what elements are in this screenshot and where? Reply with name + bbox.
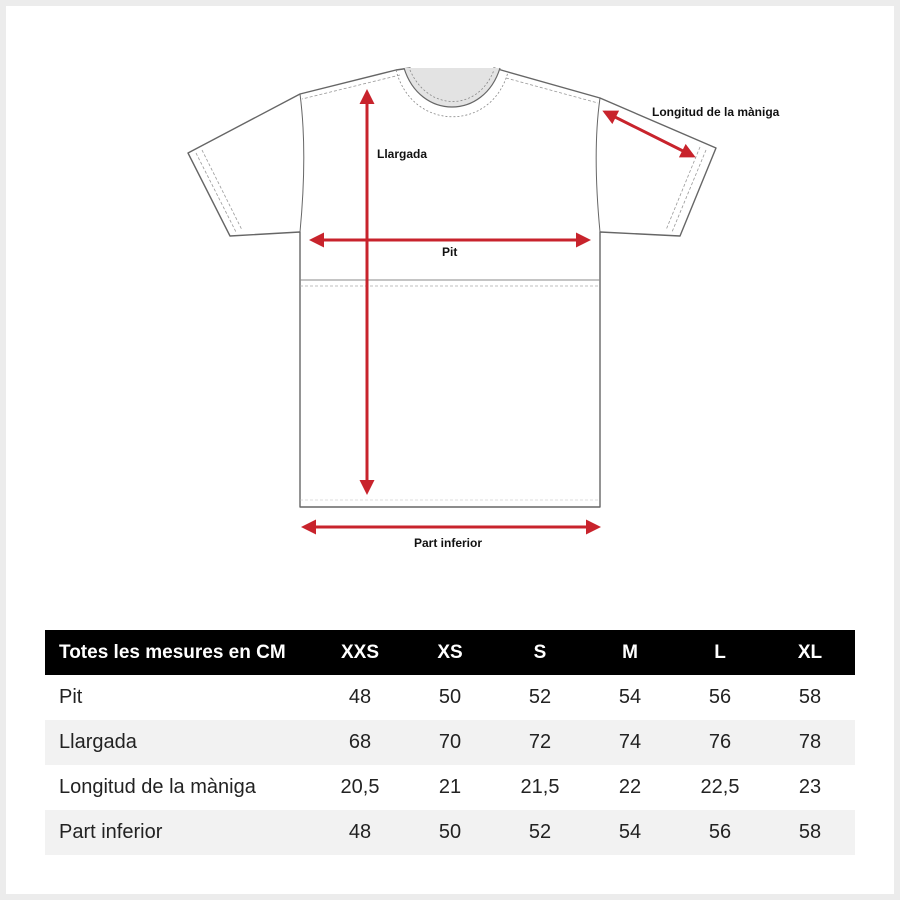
table-cell: 76 bbox=[708, 731, 732, 753]
table-cell: 22,5 bbox=[700, 776, 740, 798]
table-cell: 68 bbox=[348, 731, 372, 753]
table-cell: 50 bbox=[438, 821, 462, 843]
table-cell: 54 bbox=[618, 686, 642, 708]
table-cell: 50 bbox=[438, 686, 462, 708]
size-xl: XL bbox=[797, 641, 823, 663]
table-cell: 20,5 bbox=[340, 776, 380, 798]
size-table bbox=[45, 630, 855, 855]
table-row-bottom bbox=[45, 810, 855, 855]
table-cell: 21 bbox=[438, 776, 462, 798]
row-label: Part inferior bbox=[59, 821, 163, 843]
table-cell: 58 bbox=[798, 821, 822, 843]
table-cell: 54 bbox=[618, 821, 642, 843]
tshirt-outline bbox=[188, 68, 716, 507]
table-cell: 56 bbox=[708, 821, 732, 843]
size-l: L bbox=[714, 641, 726, 663]
table-cell: 48 bbox=[348, 686, 372, 708]
size-table-header bbox=[45, 630, 855, 675]
table-cell: 72 bbox=[528, 731, 552, 753]
header-label: Totes les mesures en CM bbox=[59, 641, 286, 663]
table-row-length bbox=[45, 720, 855, 765]
sleeve-label: Longitud de la màniga bbox=[652, 105, 780, 119]
table-cell: 21,5 bbox=[520, 776, 560, 798]
table-cell: 23 bbox=[798, 776, 822, 798]
row-label: Longitud de la màniga bbox=[59, 776, 256, 798]
table-cell: 48 bbox=[348, 821, 372, 843]
row-label: Pit bbox=[59, 686, 83, 708]
table-cell: 74 bbox=[618, 731, 642, 753]
table-row-chest bbox=[45, 675, 855, 720]
table-cell: 78 bbox=[798, 731, 822, 753]
table-cell: 22 bbox=[618, 776, 642, 798]
table-row-sleeve bbox=[45, 765, 855, 810]
size-m: M bbox=[622, 641, 638, 663]
length-label: Llargada bbox=[377, 147, 428, 161]
row-label: Llargada bbox=[59, 731, 137, 753]
chest-label: Pit bbox=[442, 245, 458, 259]
table-cell: 56 bbox=[708, 686, 732, 708]
table-cell: 52 bbox=[528, 821, 552, 843]
size-xxs: XXS bbox=[340, 641, 380, 663]
size-xs: XS bbox=[437, 641, 463, 663]
table-cell: 70 bbox=[438, 731, 462, 753]
table-cell: 52 bbox=[528, 686, 552, 708]
bottom-label: Part inferior bbox=[414, 536, 483, 550]
size-s: S bbox=[533, 641, 547, 663]
table-cell: 58 bbox=[798, 686, 822, 708]
